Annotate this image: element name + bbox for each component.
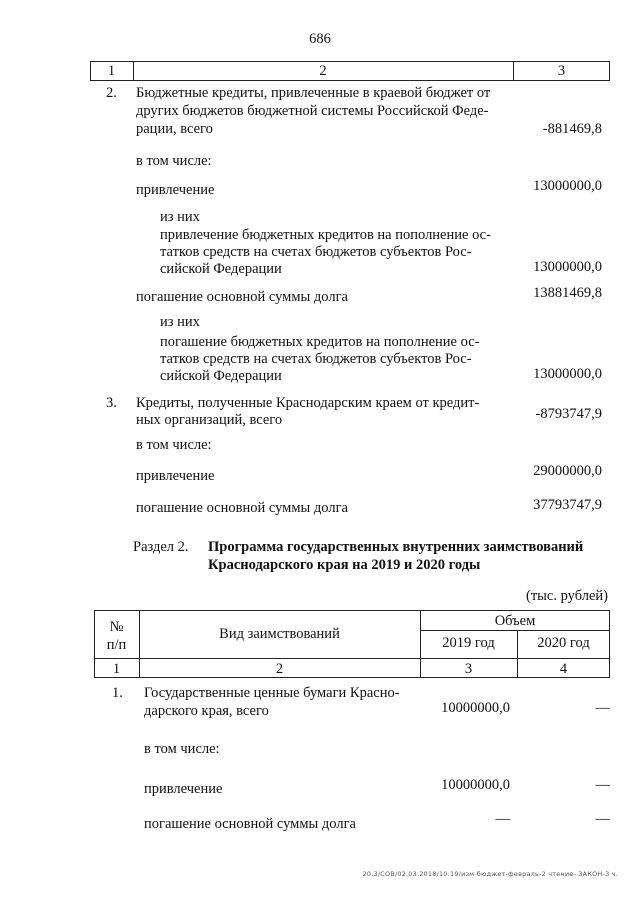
col-2020-header: 2020 год	[537, 635, 590, 651]
col-volume-header: Объем	[494, 613, 536, 629]
row-value: 13000000,0	[533, 178, 602, 194]
row-text: погашение основной суммы долга	[144, 816, 356, 832]
row-text: привлечение	[136, 468, 215, 484]
row-text: сийской Федерации	[160, 261, 282, 277]
idx-2: 2	[275, 661, 284, 677]
section-title-line1: Программа государственных внутренних заимствований	[208, 539, 584, 555]
row-text: Бюджетные кредиты, привлеченные в краевой бюджет от	[136, 85, 491, 101]
row-text: ных организаций, всего	[136, 412, 283, 428]
row-value: 13000000,0	[533, 259, 602, 275]
table1-col3-header: 3	[557, 63, 566, 79]
row-text: привлечение бюджетных кредитов на пополнение ос-	[160, 227, 491, 243]
row-text: других бюджетов бюджетной системы Российской Феде-	[136, 103, 489, 119]
row-text: в том числе:	[136, 437, 212, 453]
idx-1: 1	[112, 661, 121, 677]
section-title-line2: Краснодарского края на 2019 и 2020 годы	[208, 557, 481, 573]
row-value: 13881469,8	[533, 285, 602, 301]
row-text: из них	[160, 209, 200, 225]
row-value: 29000000,0	[533, 463, 602, 479]
idx-3: 3	[464, 661, 473, 677]
row-text: рации, всего	[136, 121, 213, 137]
row-text: в том числе:	[136, 153, 212, 169]
row-value-2019: 10000000,0	[441, 777, 510, 793]
row-value-2019: 10000000,0	[441, 700, 510, 716]
row-text: погашение основной суммы долга	[136, 500, 348, 516]
row-number: 1.	[112, 685, 123, 701]
row-text: из них	[160, 314, 200, 330]
table1-col1-header: 1	[107, 63, 116, 79]
row-text: сийской Федерации	[160, 368, 282, 384]
row-value: 13000000,0	[533, 366, 602, 382]
row-text: Кредиты, полученные Краснодарским краем от кредит-	[136, 395, 480, 411]
row-value-2020: —	[595, 700, 610, 716]
row-value-2020: —	[595, 777, 610, 793]
page-number: 686	[309, 31, 331, 47]
row-text: дарского края, всего	[144, 703, 269, 719]
row-value-2019: —	[495, 811, 510, 827]
row-value-2020: —	[595, 811, 610, 827]
table1-col2-header: 2	[319, 63, 327, 79]
row-text: татков средств на счетах бюджетов субъектов Рос-	[160, 351, 472, 367]
units-label: (тыс. рублей)	[526, 588, 608, 604]
col-kind-header: Вид заимствований	[219, 626, 340, 642]
row-text: погашение бюджетных кредитов на пополнение ос-	[160, 334, 480, 350]
row-text: погашение основной суммы долга	[136, 289, 348, 305]
row-text: Государственные ценные бумаги Красно-	[144, 685, 400, 701]
col-no-header-sub: п/п	[106, 637, 127, 653]
idx-4: 4	[559, 661, 568, 677]
row-value: 37793747,9	[533, 497, 602, 513]
row-number: 2.	[106, 85, 117, 101]
col-no-header: №	[109, 619, 124, 635]
row-text: татков средств на счетах бюджетов субъектов Рос-	[160, 244, 472, 260]
col-2019-header: 2019 год	[442, 635, 495, 651]
row-text: привлечение	[136, 182, 215, 198]
section-prefix: Раздел 2.	[133, 539, 189, 555]
document-footer: 20.3/СОВ/02.03.2018/10:19/изм-бюджет-февраль-2 чтение- ЗАКОН-3 ч.	[362, 870, 618, 878]
row-value: -8793747,9	[535, 406, 602, 422]
row-text: привлечение	[144, 781, 223, 797]
row-value: -881469,8	[542, 121, 602, 137]
row-text: в том числе:	[144, 741, 220, 757]
row-number: 3.	[106, 395, 117, 411]
